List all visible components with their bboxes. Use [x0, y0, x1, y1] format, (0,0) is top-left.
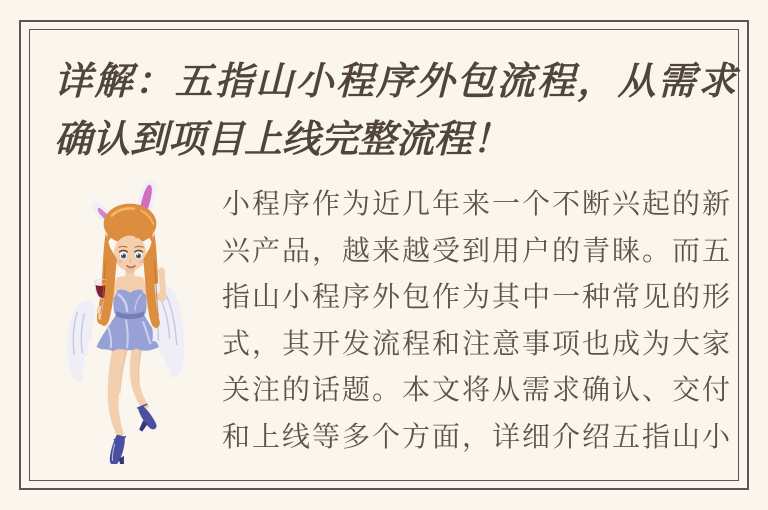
bunny-girl-illustration: [46, 160, 210, 464]
page-title: [54, 52, 736, 168]
face: [114, 235, 146, 292]
title-line: 详解：五指山小程序外包流程，从需求: [54, 58, 736, 103]
title-line: 确认到项目上线完整流程！: [54, 116, 511, 161]
body-text-line: 指山小程序外包作为其中一种常见的形: [222, 281, 730, 312]
body-text-line: 和上线等多个方面，详细介绍五指山小: [222, 420, 730, 452]
article-body: [222, 181, 730, 460]
body-text-line: 兴产品，越来越受到用户的青睐。而五: [222, 234, 730, 266]
body-text-line: 关注的话题。本文将从需求确认、交付: [222, 374, 730, 405]
body-text-line: 小程序作为近几年来一个不断兴起的新: [222, 188, 730, 219]
body-text-line: 式，其开发流程和注意事项也成为大家: [222, 327, 730, 359]
